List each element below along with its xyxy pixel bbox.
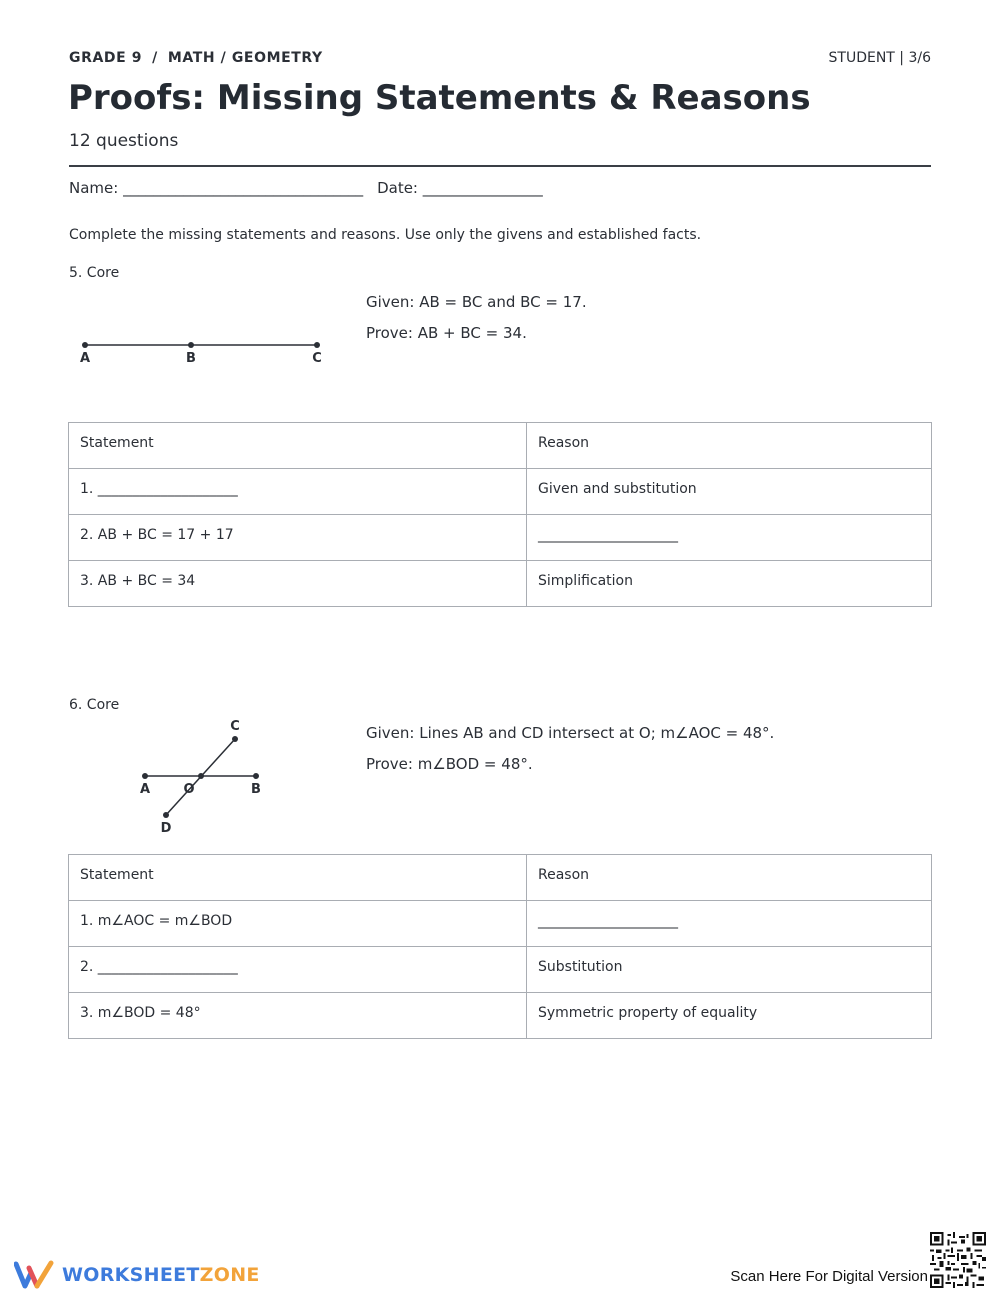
reason-cell[interactable]: ____________________ [527, 515, 932, 561]
intersecting-lines-figure [120, 715, 290, 840]
reason-cell[interactable]: ____________________ [527, 901, 932, 947]
name-date-row [69, 179, 543, 197]
point-d-dot [163, 812, 169, 818]
question-5-prove: Prove: AB + BC = 34. [366, 324, 527, 342]
point-c-dot [232, 736, 238, 742]
header-divider [69, 165, 931, 167]
point-b-dot [253, 773, 259, 779]
table-row [69, 901, 932, 947]
grade-label: GRADE 9 [69, 50, 143, 66]
segment-figure [70, 330, 340, 370]
question-5-given: Given: AB = BC and BC = 17. [366, 293, 587, 311]
question-count: 12 questions [69, 131, 179, 151]
statement-header: Statement [69, 855, 527, 901]
footer-brand[interactable] [14, 1260, 260, 1290]
name-field[interactable]: Name: ________________________________ [69, 179, 364, 197]
table-row [69, 469, 932, 515]
question-6-label: 6. Core [69, 697, 120, 713]
statement-cell: 1. m∠AOC = m∠BOD [69, 901, 527, 947]
breadcrumb [69, 50, 323, 66]
point-a-dot [82, 342, 88, 348]
statement-header: Statement [69, 423, 527, 469]
question-5-label: 5. Core [69, 265, 120, 281]
statement-cell: 2. AB + BC = 17 + 17 [69, 515, 527, 561]
point-b-label: B [186, 351, 196, 366]
worksheetzone-logo-icon [14, 1260, 54, 1290]
statement-cell[interactable]: 2. ____________________ [69, 947, 527, 993]
date-field[interactable]: Date: ________________ [377, 179, 543, 197]
statement-cell: 3. AB + BC = 34 [69, 561, 527, 607]
reason-cell: Substitution [527, 947, 932, 993]
reason-header: Reason [527, 855, 932, 901]
question-6-given: Given: Lines AB and CD intersect at O; m∠AOC = 48°. [366, 724, 775, 742]
point-c-label: C [230, 719, 240, 734]
point-b-label: B [251, 782, 261, 797]
reason-header: Reason [527, 423, 932, 469]
instructions: Complete the missing statements and reasons. Use only the givens and established facts. [69, 227, 702, 243]
statement-cell: 3. m∠BOD = 48° [69, 993, 527, 1039]
question-6-proof-table [68, 854, 932, 1039]
table-row [69, 947, 932, 993]
brand-name: WORKSHEETZONE [62, 1264, 260, 1286]
page-title: Proofs: Missing Statements & Reasons [68, 78, 811, 118]
point-c-dot [314, 342, 320, 348]
scan-text: Scan Here For Digital Version [730, 1268, 928, 1285]
breadcrumb-separator: / [152, 50, 158, 66]
point-a-label: A [79, 351, 91, 366]
reason-cell: Simplification [527, 561, 932, 607]
page-info: STUDENT | 3/6 [828, 50, 931, 66]
qr-code-icon[interactable] [930, 1232, 986, 1288]
table-row [69, 561, 932, 607]
table-header-row [69, 423, 932, 469]
point-a-label: A [139, 782, 151, 797]
point-d-label: D [160, 821, 172, 836]
point-b-dot [188, 342, 194, 348]
reason-cell: Given and substitution [527, 469, 932, 515]
statement-cell[interactable]: 1. ____________________ [69, 469, 527, 515]
reason-cell: Symmetric property of equality [527, 993, 932, 1039]
point-o-dot [198, 773, 204, 779]
point-c-label: C [312, 351, 322, 366]
table-row [69, 515, 932, 561]
point-o-label: O [183, 782, 195, 797]
table-row [69, 993, 932, 1039]
subject-label: MATH / GEOMETRY [167, 50, 323, 66]
table-header-row [69, 855, 932, 901]
question-6-prove: Prove: m∠BOD = 48°. [366, 755, 533, 773]
point-a-dot [142, 773, 148, 779]
question-5-proof-table [68, 422, 932, 607]
